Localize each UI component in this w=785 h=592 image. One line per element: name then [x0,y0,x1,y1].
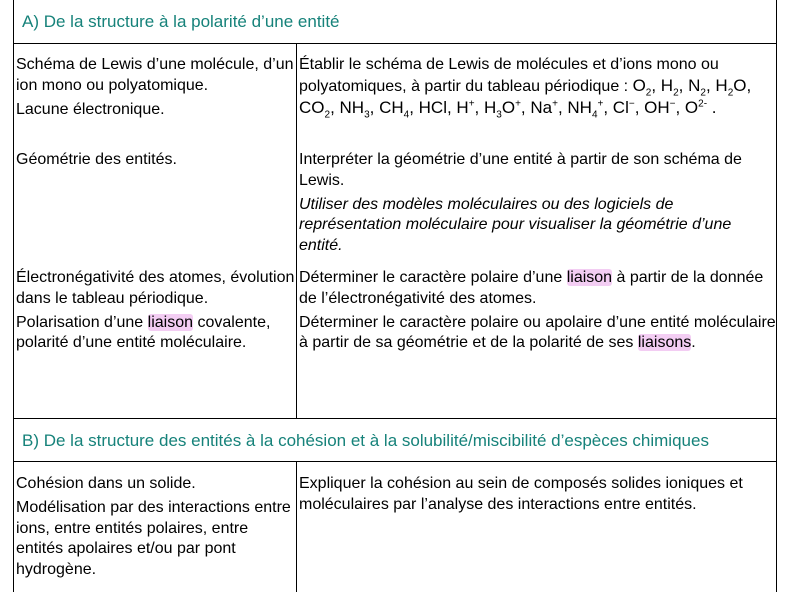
section-b-title: B) De la structure des entités à la cohésion et à la solubilité/miscibilité d’espèces chimiques [22,431,709,450]
row-geometry [14,148,776,268]
highlight-liaisons: liaisons [637,334,692,352]
geometry-notion: Géométrie des entités. [16,151,177,168]
row-lewis [14,44,776,148]
lacune-notion: Lacune électronique. [16,100,165,118]
row-lewis-right [297,44,776,148]
polarity-capacity-2: Déterminer le caractère polaire ou apolaire d’une entité moléculaire à partir de sa géométrie et de la polarité de ses liaisons. [299,313,776,352]
row-polarity-right [297,268,776,418]
row-geometry-right [297,148,776,268]
lewis-capacity [299,55,776,119]
row-geometry-left [14,148,297,268]
lewis-notion: Schéma de Lewis d’une molécule, d’un ion mono ou polyatomique. [16,56,294,94]
species-list: $O_2$, $H_2$, $N_2$, $H_2O$, $CO_2$, $NH_3$, $CH_4$, HCl, H+, $H_3O^+$, Na+, $NH_4^+$, Cl−, OH−, $O^{2-}$ . [299,75,752,120]
interactions-notion: Modélisation par des interactions entre ions, entre entités polaires, entre entités apolaires et/ou par pont hydrogène. [16,498,291,579]
section-a-header [14,0,776,44]
programme-table [13,0,777,592]
row-cohesion [14,462,776,592]
highlight-liaison: liaison [566,269,613,286]
section-a-title: A) De la structure à la polarité d’une entité [22,12,340,31]
row-lewis-left [14,44,297,148]
geometry-capacity: Interpréter la géométrie d’une entité à partir de son schéma de Lewis. [299,151,742,189]
row-cohesion-right [297,462,776,592]
cohesion-capacity: Expliquer la cohésion au sein de composés solides ioniques et moléculaires par l’analyse des interactions entre entités. [299,475,743,513]
lewis-capacity-text: Établir le schéma de Lewis de molécules et d’ions mono ou polyatomiques, à partir du tableau périodique : [299,56,719,95]
row-polarity-left [14,268,297,418]
electronegativity-notion: Électronégativité des atomes, évolution dans le tableau périodique. [16,269,295,307]
highlight-liaison: liaison [147,313,194,331]
row-polarity [14,268,776,418]
row-cohesion-left [14,462,297,592]
cohesion-notion: Cohésion dans un solide. [16,475,196,492]
polarity-capacity-1: Déterminer le caractère polaire d’une liaison à partir de la donnée de l’électronégativité des atomes. [299,269,764,307]
section-b-header [14,418,776,462]
geometry-activity: Utiliser des modèles moléculaires ou des logiciels de représentation moléculaire pour visualiser la géométrie d’une entité. [299,195,732,255]
polarisation-notion: Polarisation d’une liaison covalente, polarité d’une entité moléculaire. [16,313,271,352]
